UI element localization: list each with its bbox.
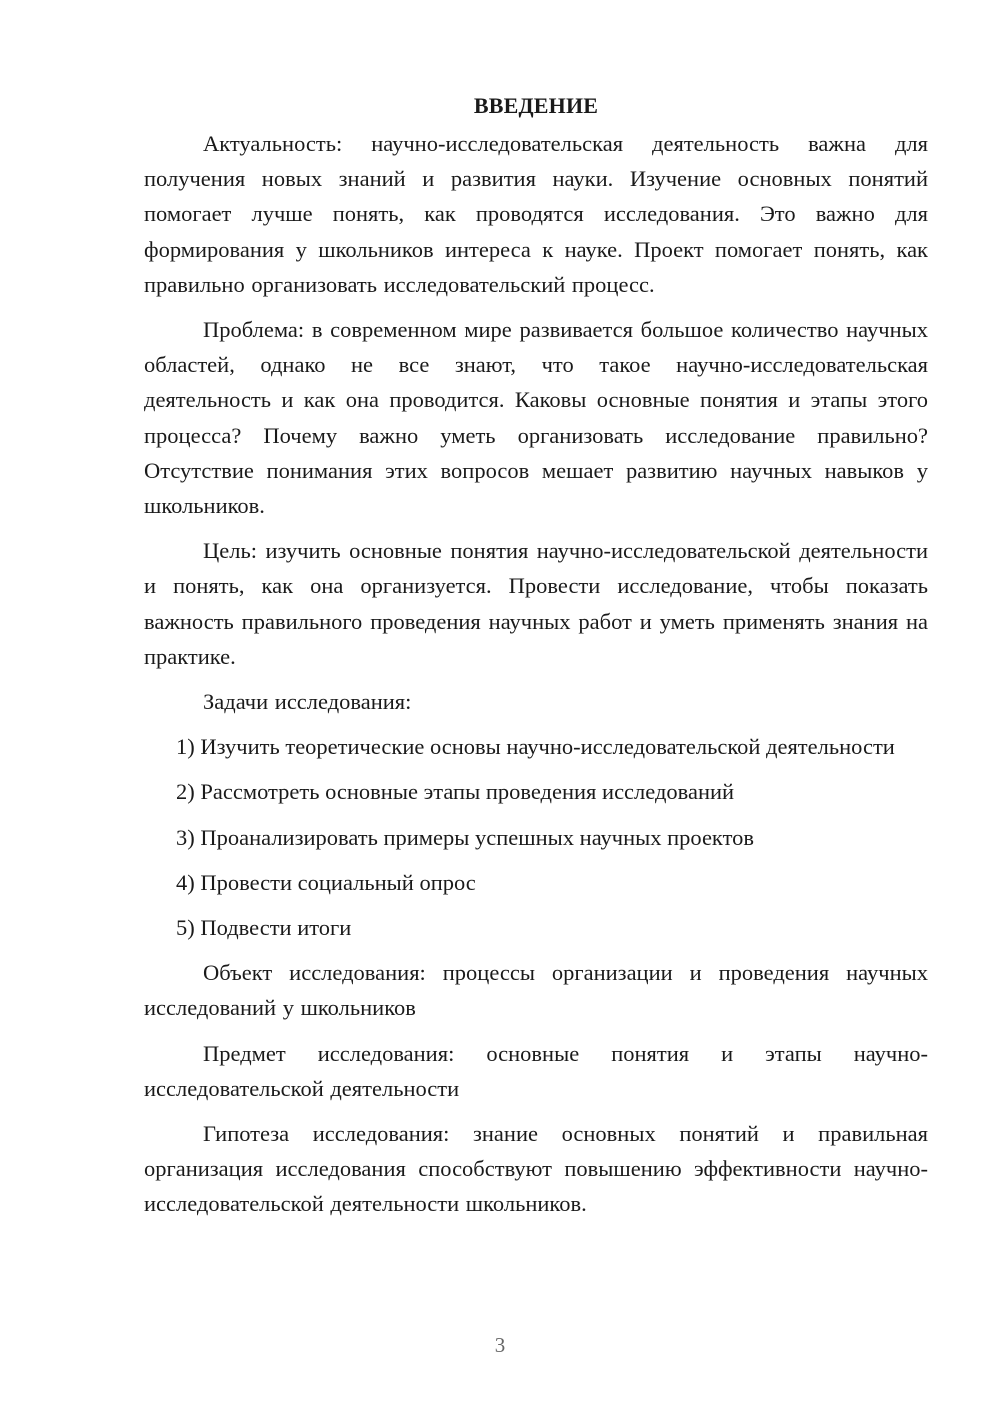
task-item-1: 1) Изучить теоретические основы научно-исследовательской деятельности [176,734,895,760]
paragraph-object: Объект исследования: процессы организации и проведения научных исследований у школьников [144,960,928,1021]
task-item-5: 5) Подвести итоги [176,915,352,941]
tasks-heading: Задачи исследования: [203,689,412,715]
paragraph-goal: Цель: изучить основные понятия научно-исследовательской деятельности и понять, как она организуется. Провести исследование, чтобы показать важность правильного проведения научных работ и уметь применять знания на практике. [144,538,928,669]
paragraph-hypothesis: Гипотеза исследования: знание основных понятий и правильная организация исследования способствуют повышению эффективности научно-исследовательской деятельности школьников. [144,1121,928,1217]
task-item-4: 4) Провести социальный опрос [176,869,476,895]
document-page [144,90,928,1232]
paragraph-problem: Проблема: в современном мире развивается большое количество научных областей, однако не все знают, что такое научно-исследовательская деятельность и как она проводится. Каковы основные понятия и этапы этого процесса? Почему важно уметь организовать исследование правильно? Отсутствие понимания этих вопросов мешает развитию научных навыков у школьников. [144,317,928,519]
task-item-2: 2) Рассмотреть основные этапы проведения исследований [176,779,735,805]
task-item-3: 3) Проанализировать примеры успешных научных проектов [176,824,754,850]
page-number: 3 [494,1333,506,1357]
paragraph-subject: Предмет исследования: основные понятия и этапы научно-исследовательской деятельности [144,1040,928,1101]
section-title: ВВЕДЕНИЕ [473,93,599,118]
paragraph-relevance: Актуальность: научно-исследовательская деятельность важна для получения новых знаний и развития науки. Изучение основных понятий помогает лучше понять, как проводятся исследования. Это важно для формирования у школьников интереса к науке. Проект помогает понять, как правильно организовать исследовательский процесс. [144,131,928,297]
